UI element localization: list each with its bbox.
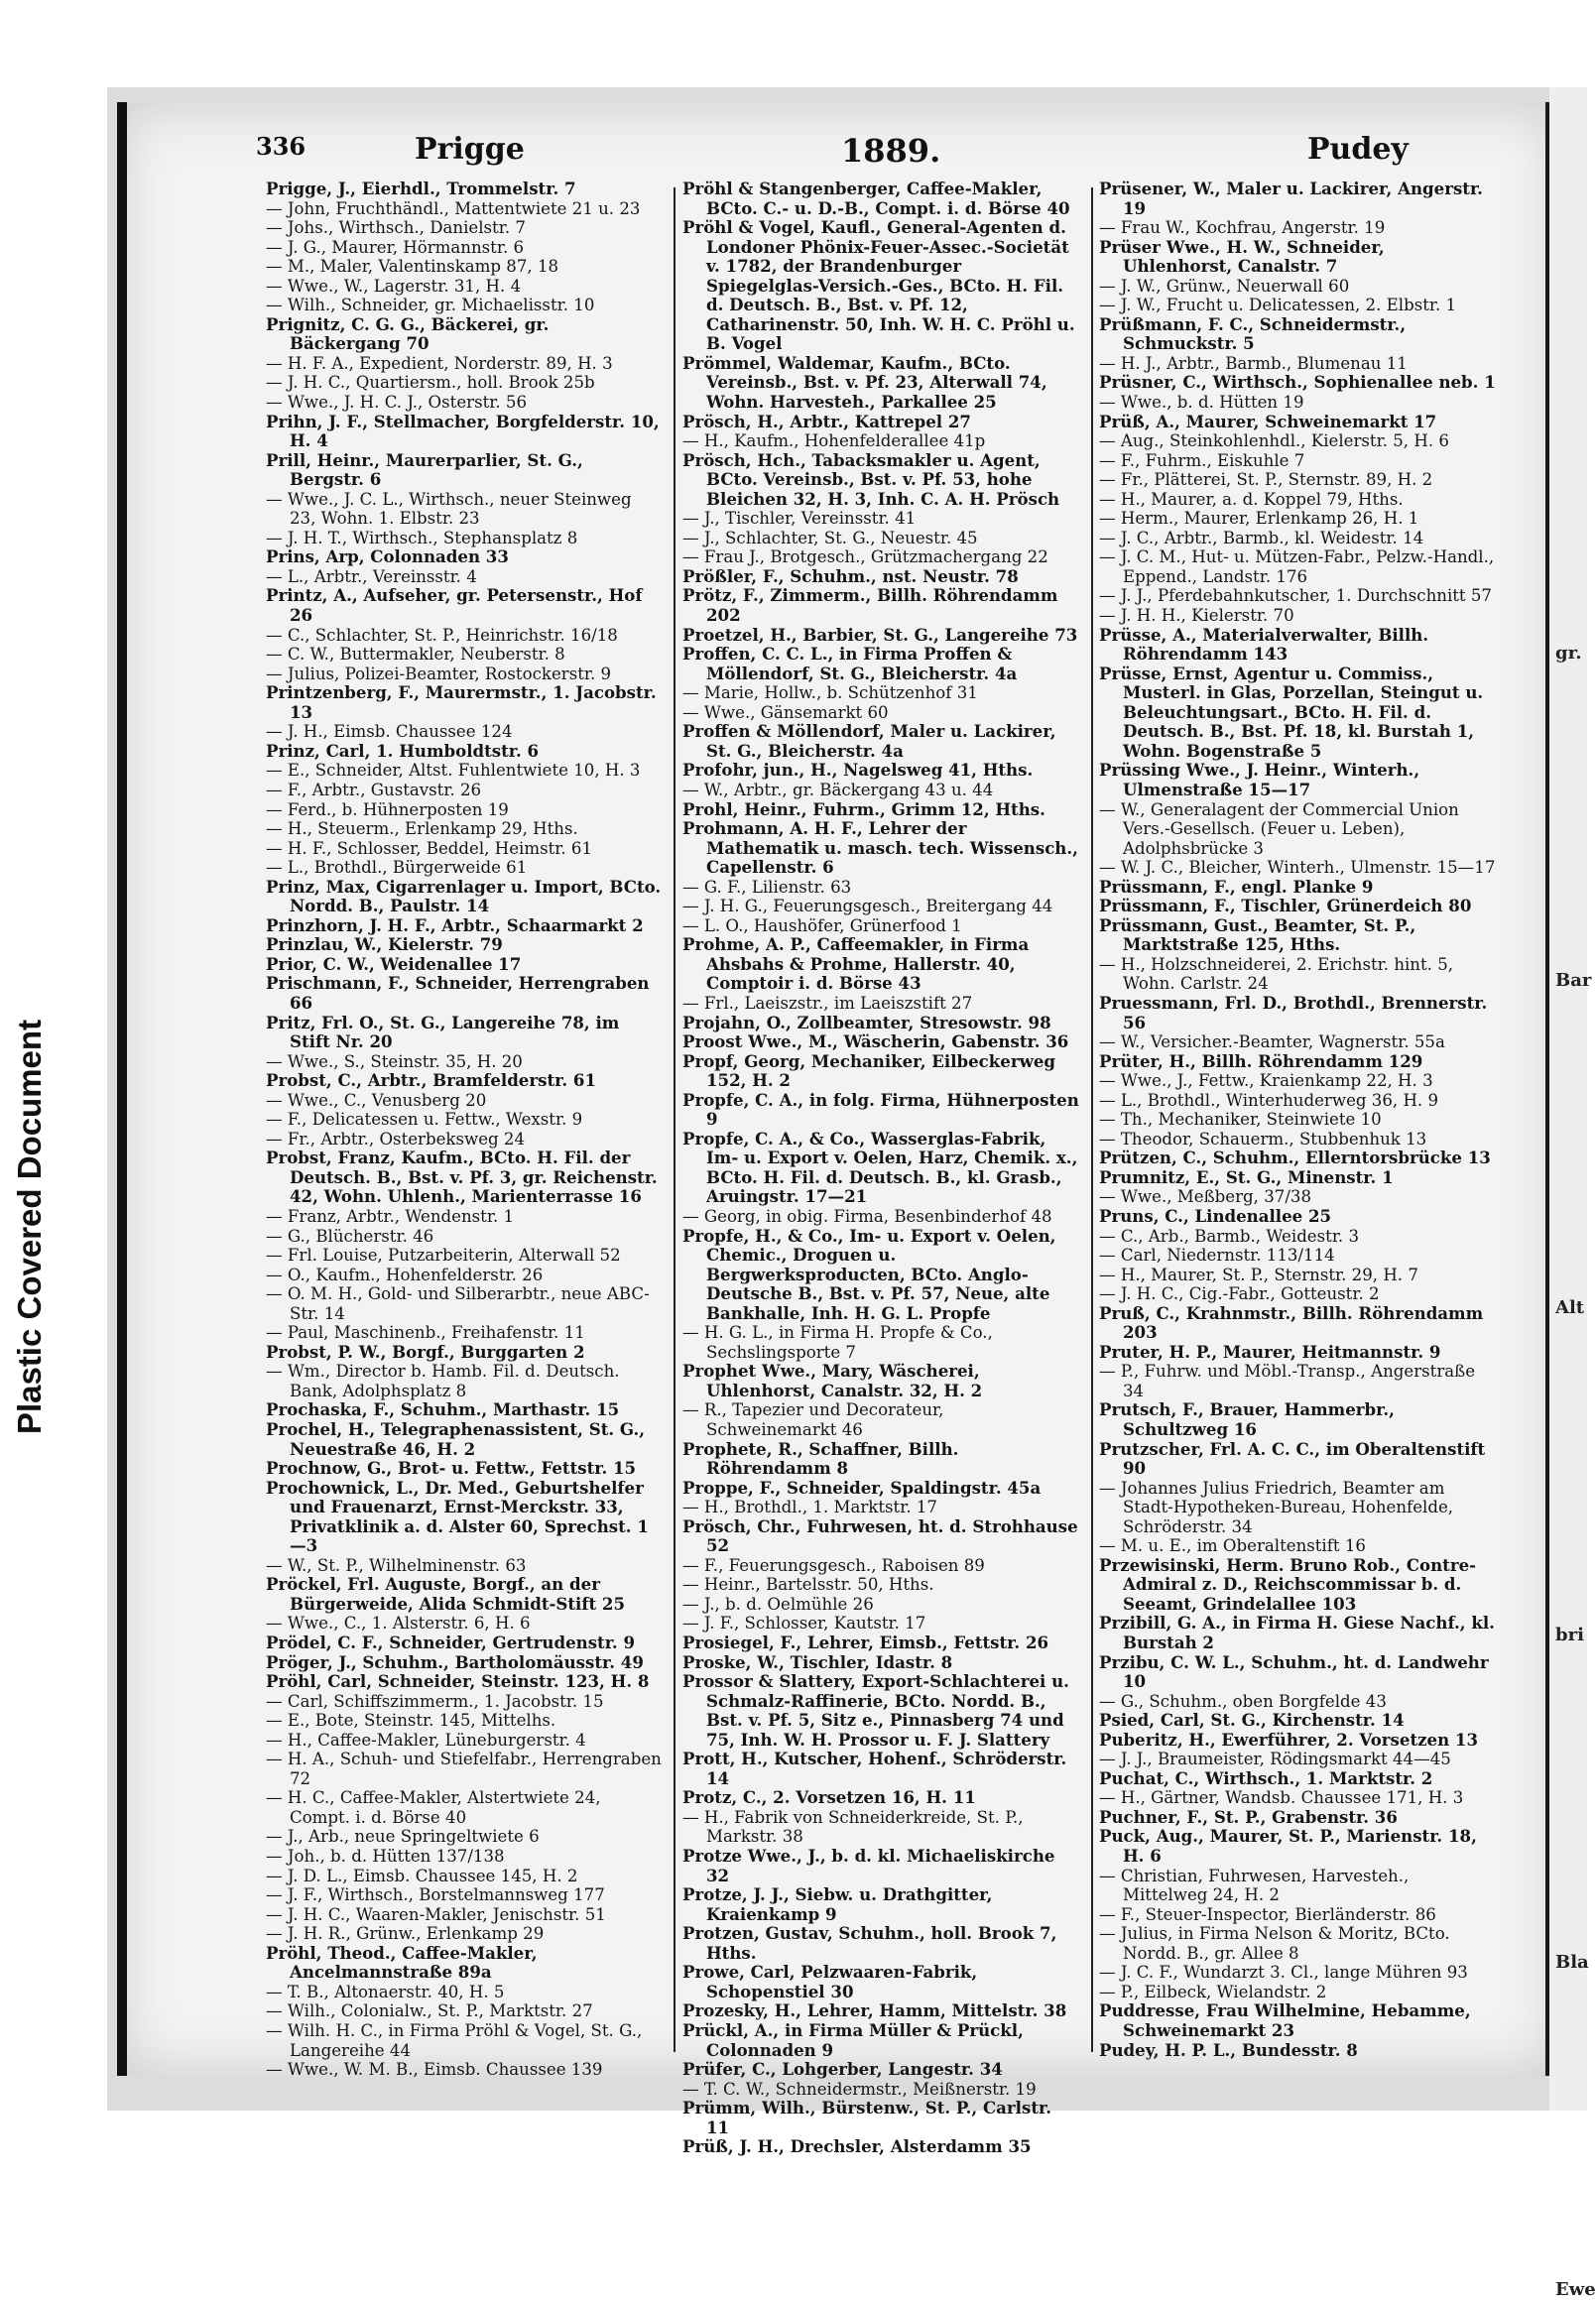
directory-entry: — Wwe., S., Steinstr. 35, H. 20 (266, 1051, 523, 1071)
header-left-keyword: Prigge (415, 132, 525, 167)
directory-entry: — H., Holzschneiderei, 2. Erichstr. hint. 5, Wohn. Carlstr. 24 (1099, 954, 1459, 994)
directory-entry: Protze Wwe., J., b. d. kl. Michaeliskirche 32 (682, 1846, 1061, 1885)
directory-entry: Puck, Aug., Maurer, St. P., Marienstr. 18, H. 6 (1099, 1826, 1483, 1867)
directory-entry: — F., Fuhrm., Eiskuhle 7 (1099, 450, 1305, 470)
directory-entry: Prohmann, A. H. F., Lehrer der Mathematik u. masch. tech. Wissensch., Capellenstr. 6 (682, 818, 1084, 878)
directory-entry: — H. F., Schlosser, Beddel, Heimstr. 61 (266, 838, 593, 858)
directory-entry: — W. J. C., Bleicher, Winterh., Ulmenstr. 15—17 (1099, 858, 1496, 878)
directory-entry: Pröhl, Theod., Caffee-Makler, Ancelmannstraße 89a (266, 1942, 544, 1983)
directory-entry: — Julius, in Firma Nelson & Moritz, BCto. Nordd. B., gr. Allee 8 (1099, 1924, 1455, 1963)
directory-entry: Prihn, J. F., Stellmacher, Borgfelderstr. 10, H. 4 (266, 411, 666, 451)
directory-entry: Prümm, Wilh., Bürstenw., St. P., Carlstr. 11 (682, 2098, 1057, 2137)
directory-entry: Prumnitz, E., St. G., Minenstr. 1 (1099, 1166, 1394, 1187)
directory-entry: Prösch, Chr., Fuhrwesen, ht. d. Strohhause 52 (682, 1515, 1084, 1556)
directory-entry: Protze, J. J., Siebw. u. Drathgitter, Kraienkamp 9 (682, 1884, 999, 1924)
directory-entry: — J. D. L., Eimsb. Chaussee 145, H. 2 (266, 1866, 578, 1885)
directory-entry: Przewisinski, Herm. Bruno Rob., Contre-Admiral z. D., Reichscommissar b. d. Seeamt, Grindelallee 103 (1099, 1554, 1477, 1614)
directory-entry: — J. H., Eimsb. Chaussee 124 (266, 722, 513, 742)
directory-entry: — F., Arbtr., Gustavstr. 26 (266, 780, 482, 799)
directory-entry: — J. H. G., Feuerungsgesch., Breitergang 44 (682, 897, 1053, 916)
directory-entry: — H., Steuerm., Erlenkamp 29, Hths. (266, 819, 578, 839)
directory-entry: — Th., Mechaniker, Steinwiete 10 (1099, 1110, 1382, 1130)
side-label: Plastic Covered Document (11, 1019, 48, 1435)
directory-entry: — Wilh. H. C., in Firma Pröhl & Vogel, St. G., Langereihe 44 (266, 2020, 648, 2060)
directory-entry: Printzenberg, F., Maurermstr., 1. Jacobstr. 13 (266, 682, 663, 722)
directory-entry: — J., b. d. Oelmühle 26 (682, 1594, 874, 1614)
directory-entry: Pruns, C., Lindenallee 25 (1099, 1205, 1332, 1226)
directory-entry: Printz, A., Aufseher, gr. Petersenstr., Hof 26 (266, 585, 649, 626)
directory-entry: — J. J., Pferdebahnkutscher, 1. Durchschnitt 57 (1099, 586, 1492, 606)
scanned-page-viewport (107, 87, 1596, 2300)
directory-entry: — F., Feuerungsgesch., Raboisen 89 (682, 1555, 985, 1575)
directory-entry: — G. F., Lilienstr. 63 (682, 877, 852, 897)
directory-entry: Pruß, C., Krahnmstr., Billh. Röhrendamm 203 (1099, 1302, 1489, 1343)
directory-entry: — L., Brothdl., Winterhuderweg 36, H. 9 (1099, 1090, 1439, 1110)
directory-entry: — Wwe., W., Lagerstr. 31, H. 4 (266, 276, 522, 296)
directory-entry: Prösch, Hch., Tabacksmakler u. Agent, BCto. Vereinsb., Bst. v. Pf. 53, hohe Bleichen 32, H. 3, Inh. C. A. H. Prösch (682, 449, 1060, 509)
directory-entry: — C., Arb., Barmb., Weidestr. 3 (1099, 1226, 1360, 1246)
directory-entry: — G., Blücherstr. 46 (266, 1226, 434, 1246)
directory-entry: Prowe, Carl, Pelzwaaren-Fabrik, Schopenstiel 30 (682, 1962, 983, 2001)
next-page-fragment: Bar (1555, 970, 1592, 991)
directory-entry: — M., Maler, Valentinskamp 87, 18 (266, 257, 559, 277)
directory-entry: — Wwe., Meßberg, 37/38 (1099, 1187, 1312, 1207)
directory-entry: Puchner, F., St. P., Grabenstr. 36 (1099, 1806, 1398, 1827)
directory-entry: Projahn, O., Zollbeamter, Stresowstr. 98 (682, 1012, 1051, 1032)
next-page-fragment: bri (1555, 1625, 1584, 1645)
directory-entry: Prosiegel, F., Lehrer, Eimsb., Fettstr. 26 (682, 1633, 1049, 1653)
directory-entry: — J. C. M., Hut- u. Mützen-Fabr., Pelzw.-Handl., Eppend., Landstr. 176 (1099, 547, 1500, 586)
directory-entry: Prophete, R., Schaffner, Billh. Röhrendamm 8 (682, 1438, 965, 1479)
directory-entry: — W., Versicher.-Beamter, Wagnerstr. 55a (1099, 1032, 1445, 1052)
directory-entry: Propfe, C. A., in folg. Firma, Hühnerposten 9 (682, 1089, 1085, 1130)
directory-entry: — J. H. H., Kielerstr. 70 (1099, 606, 1294, 626)
directory-entry: — H., Maurer, a. d. Koppel 79, Hths. (1099, 489, 1404, 509)
column-divider (1091, 187, 1093, 2052)
directory-entry: — F., Steuer-Inspector, Bierländerstr. 86 (1099, 1904, 1436, 1924)
page-header (117, 102, 1560, 182)
directory-entry: — Aug., Steinkohlenhdl., Kielerstr. 5, H. 6 (1099, 431, 1449, 451)
directory-entry: — J. W., Grünw., Neuerwall 60 (1099, 276, 1350, 296)
directory-entry: Pröhl, Carl, Schneider, Steinstr. 123, H. 8 (266, 1671, 650, 1692)
directory-entry: — E., Schneider, Altst. Fuhlentwiete 10, H. 3 (266, 761, 641, 781)
column-1 (266, 179, 668, 2080)
directory-entry: Prott, H., Kutscher, Hohenf., Schröderstr. 14 (682, 1749, 1073, 1788)
directory-entry: Prins, Arp, Colonnaden 33 (266, 546, 509, 567)
directory-entry: — J. H. C., Waaren-Makler, Jenischstr. 51 (266, 1904, 606, 1924)
directory-entry: — G., Schuhm., oben Borgfelde 43 (1099, 1691, 1387, 1711)
directory-entry: — Frl. Louise, Putzarbeiterin, Alterwall 52 (266, 1246, 621, 1266)
directory-entry: Prochel, H., Telegraphenassistent, St. G., Neuestraße 46, H. 2 (266, 1419, 651, 1459)
directory-entry: Pröhl & Vogel, Kaufl., General-Agenten d. Londoner Phönix-Feuer-Assec.-Societät v. 1782, der Brandenburger Spiegelglas-Versich.-Ges., BCto. H. Fil. d. Deutsch. B., Bst. v. Pf. 12, Catharinenstr. 50, Inh. W. H. C. Pröhl u. B. Vogel (682, 217, 1081, 354)
directory-entry: Propfe, C. A., & Co., Wasserglas-Fabrik, Im- u. Export v. Oelen, Harz, Chemik. x., BCto. H. Fil. d. Deutsch. B., kl. Grasb., Aruingstr. 17—21 (682, 1128, 1084, 1207)
directory-entry: Prochaska, F., Schuhm., Marthastr. 15 (266, 1399, 620, 1420)
directory-entry: Puddresse, Frau Wilhelmine, Hebamme, Schweinemarkt 23 (1099, 2000, 1477, 2040)
directory-entry: — Wwe., J. C. L., Wirthsch., neuer Steinweg 23, Wohn. 1. Elbstr. 23 (266, 489, 637, 529)
directory-entry: Prüssmann, Gust., Beamter, St. P., Marktstraße 125, Hths. (1099, 914, 1422, 955)
directory-entry: Prüß, J. H., Drechsler, Alsterdamm 35 (682, 2136, 1032, 2157)
directory-entry: — H., Fabrik von Schneiderkreide, St. P., Markstr. 38 (682, 1807, 1029, 1847)
directory-entry: Prüß, A., Maurer, Schweinemarkt 17 (1099, 411, 1437, 431)
directory-entry: Prüssmann, F., engl. Planke 9 (1099, 876, 1374, 897)
directory-entry: Prigge, J., Eierhdl., Trommelstr. 7 (266, 179, 576, 198)
directory-entry: — J. H. T., Wirthsch., Stephansplatz 8 (266, 528, 578, 547)
directory-entry: Prutsch, F., Brauer, Hammerbr., Schultzweg 16 (1099, 1399, 1401, 1439)
directory-entry: Pritz, Frl. O., St. G., Langereihe 78, im Stift Nr. 20 (266, 1012, 626, 1052)
directory-entry: — Wwe., Gänsemarkt 60 (682, 702, 889, 722)
directory-entry: Pröger, J., Schuhm., Bartholomäusstr. 49 (266, 1651, 644, 1672)
directory-entry: — John, Fruchthändl., Mattentwiete 21 u. 23 (266, 198, 641, 218)
directory-entry: Prozesky, H., Lehrer, Hamm, Mittelstr. 38 (682, 2000, 1067, 2021)
directory-entry: — R., Tapezier und Decorateur, Schweinemarkt 46 (682, 1400, 949, 1439)
directory-entry: — H. A., Schuh- und Stiefelfabr., Herrengraben 72 (266, 1750, 668, 1788)
directory-entry: Prüfer, C., Lohgerber, Langestr. 34 (682, 2059, 1003, 2080)
directory-entry: Proppe, F., Schneider, Spaldingstr. 45a (682, 1477, 1042, 1498)
directory-entry: Proffen, C. C. L., in Firma Proffen & Möllendorf, St. G., Bleicherstr. 4a (682, 644, 1019, 683)
directory-entry: Prignitz, C. G. G., Bäckerei, gr. Bäckergang 70 (266, 313, 555, 354)
directory-entry: — M. u. E., im Oberaltenstift 16 (1099, 1536, 1366, 1556)
directory-entry: — H., Caffee-Makler, Lüneburgerstr. 4 (266, 1730, 586, 1750)
directory-entry: — W., St. P., Wilhelminenstr. 63 (266, 1555, 527, 1575)
directory-entry: — J. H. C., Cig.-Fabr., Gotteustr. 2 (1099, 1284, 1380, 1304)
directory-entry: — T. C. W., Schneidermstr., Meißnerstr. 19 (682, 2079, 1037, 2099)
directory-entry: — Theodor, Schauerm., Stubbenhuk 13 (1099, 1129, 1427, 1149)
directory-entry: — Wilh., Colonialw., St. P., Marktstr. 27 (266, 2001, 593, 2021)
directory-entry: — J. W., Frucht u. Delicatessen, 2. Elbstr. 1 (1099, 296, 1457, 315)
next-page-fragment: gr. (1555, 643, 1582, 664)
directory-entry: Prüsener, W., Maler u. Lackirer, Angerstr. 19 (1099, 179, 1489, 218)
directory-entry: Prösch, H., Arbtr., Kattrepel 27 (682, 411, 971, 431)
directory-entry: — J. F., Schlosser, Kautstr. 17 (682, 1614, 926, 1634)
directory-entry: — Wwe., J. H. C. J., Osterstr. 56 (266, 393, 528, 413)
column-3 (1099, 179, 1501, 2060)
directory-entry: — H. C., Caffee-Makler, Alstertwiete 24, Compt. i. d. Börse 40 (266, 1788, 606, 1827)
directory-entry: — Ferd., b. Hühnerposten 19 (266, 799, 509, 819)
directory-entry: Proost Wwe., M., Wäscherin, Gabenstr. 36 (682, 1031, 1069, 1052)
directory-entry: — H., Kaufm., Hohenfelderallee 41p (682, 431, 986, 451)
directory-entry: Prischmann, F., Schneider, Herrengraben 66 (266, 973, 656, 1013)
directory-entry: Przibu, C. W. L., Schuhm., ht. d. Landwehr 10 (1099, 1651, 1495, 1692)
directory-entry: — J. H. R., Grünw., Erlenkamp 29 (266, 1924, 545, 1944)
directory-entry: Propf, Georg, Mechaniker, Eilbeckerweg 152, H. 2 (682, 1050, 1061, 1091)
header-right-keyword: Pudey (1307, 132, 1409, 167)
directory-entry: — Paul, Maschinenb., Freihafenstr. 11 (266, 1323, 585, 1343)
directory-entry: Przibill, G. A., in Firma H. Giese Nachf., kl. Burstah 2 (1099, 1613, 1501, 1653)
directory-entry: Prohme, A. P., Caffeemakler, in Firma Ahsbahs & Prohme, Hallerstr. 40, Comptoir i. d. Börse 43 (682, 934, 1036, 994)
directory-entry: — Carl, Niedernstr. 113/114 (1099, 1246, 1335, 1266)
directory-entry: Probst, C., Arbtr., Bramfelderstr. 61 (266, 1070, 596, 1091)
directory-entry: — Fr., Arbtr., Osterbeksweg 24 (266, 1129, 526, 1149)
directory-entry: — O., Kaufm., Hohenfelderstr. 26 (266, 1265, 544, 1284)
directory-entry: — Joh., b. d. Hütten 137/138 (266, 1847, 505, 1867)
next-page-fragment: Alt (1555, 1297, 1585, 1318)
directory-entry: Prophet Wwe., Mary, Wäscherei, Uhlenhorst, Canalstr. 32, H. 2 (682, 1361, 986, 1400)
directory-entry: Prohl, Heinr., Fuhrm., Grimm 12, Hths. (682, 798, 1045, 819)
directory-page (117, 102, 1560, 2157)
directory-entry: Pruter, H. P., Maurer, Heitmannstr. 9 (1099, 1341, 1441, 1362)
directory-entry: Prochownick, L., Dr. Med., Geburtshelfer und Frauenarzt, Ernst-Merckstr. 33, Privatklinik a. d. Alster 60, Sprechst. 1—3 (266, 1477, 650, 1556)
directory-entry: Prückl, A., in Firma Müller & Prückl, Colonnaden 9 (682, 2019, 1030, 2060)
directory-entry: — H. F. A., Expedient, Norderstr. 89, H. 3 (266, 353, 613, 373)
directory-entry: — J., Arb., neue Springeltwiete 6 (266, 1827, 540, 1847)
column-divider (674, 187, 675, 2052)
directory-entry: — Frau W., Kochfrau, Angerstr. 19 (1099, 218, 1386, 238)
directory-entry: — P., Fuhrw. und Möbl.-Transp., Angerstraße 34 (1099, 1362, 1481, 1400)
directory-entry: — Wilh., Schneider, gr. Michaelisstr. 10 (266, 296, 595, 315)
directory-entry: Prochnow, G., Brot- u. Fettw., Fettstr. 15 (266, 1458, 637, 1479)
directory-entry: Prüßmann, F. C., Schneidermstr., Schmuckstr. 5 (1099, 313, 1412, 354)
directory-entry: — H. G. L., in Firma H. Propfe & Co., Sechslingsporte 7 (682, 1323, 999, 1362)
directory-entry: Probst, Franz, Kaufm., BCto. H. Fil. der Deutsch. B., Bst. v. Pf. 3, gr. Reichenstr. 42, Wohn. Uhlenh., Marienterrasse 16 (266, 1148, 664, 1207)
directory-entry: — Fr., Plätterei, St. P., Sternstr. 89, H. 2 (1099, 470, 1433, 490)
directory-entry: Protz, C., 2. Vorsetzen 16, H. 11 (682, 1787, 976, 1808)
directory-entry: — J. F., Wirthsch., Borstelmannsweg 177 (266, 1885, 605, 1905)
directory-entry: Prüter, H., Billh. Röhrendamm 129 (1099, 1050, 1423, 1071)
directory-entry: — Franz, Arbtr., Wendenstr. 1 (266, 1206, 515, 1226)
directory-entry: — Georg, in obig. Firma, Besenbinderhof 48 (682, 1206, 1052, 1226)
directory-entry: Prüsner, C., Wirthsch., Sophienallee neb. 1 (1099, 372, 1496, 393)
directory-entry: — J. J., Braumeister, Rödingsmarkt 44—45 (1099, 1750, 1451, 1769)
directory-entry: — H., Brothdl., 1. Marktstr. 17 (682, 1498, 937, 1517)
directory-entry: — Herm., Maurer, Erlenkamp 26, H. 1 (1099, 509, 1419, 529)
directory-entry: Prinz, Max, Cigarrenlager u. Import, BCto. Nordd. B., Paulstr. 14 (266, 876, 667, 916)
directory-entry: Prößler, F., Schuhm., nst. Neustr. 78 (682, 565, 1019, 586)
column-2 (682, 179, 1085, 2157)
directory-entry: — Wwe., J., Fettw., Kraienkamp 22, H. 3 (1099, 1071, 1433, 1091)
directory-entry: — H. J., Arbtr., Barmb., Blumenau 11 (1099, 353, 1408, 373)
directory-entry: — Frl., Laeiszstr., im Laeiszstift 27 (682, 993, 973, 1013)
directory-entry: Psied, Carl, St. G., Kirchenstr. 14 (1099, 1710, 1405, 1731)
directory-entry: — Johannes Julius Friedrich, Beamter am Stadt-Hypotheken-Bureau, Hohenfelde, Schröderstr. 34 (1099, 1478, 1459, 1536)
directory-entry: Prüsse, A., Materialverwalter, Billh. Röhrendamm 143 (1099, 624, 1434, 665)
directory-entry: Puberitz, H., Ewerführer, 2. Vorsetzen 13 (1099, 1729, 1479, 1750)
page-number: 336 (256, 132, 307, 161)
next-page-fragment: Ewe (1555, 2279, 1596, 2300)
directory-entry: Prior, C. W., Weidenallee 17 (266, 953, 522, 974)
directory-entry: Pröckel, Frl. Auguste, Borgf., an der Bürgerweide, Alida Schmidt-Stift 25 (266, 1574, 626, 1614)
directory-entry: — O. M. H., Gold- und Silberarbtr., neue ABC-Str. 14 (266, 1284, 650, 1323)
directory-entry: Pröhl & Stangenberger, Caffee-Makler, BCto. C.- u. D.-B., Compt. i. d. Börse 40 (682, 179, 1070, 218)
directory-entry: — C., Schlachter, St. P., Heinrichstr. 16/18 (266, 625, 618, 645)
directory-entry: — Julius, Polizei-Beamter, Rostockerstr. 9 (266, 664, 612, 683)
directory-entry: — J., Tischler, Vereinsstr. 41 (682, 509, 917, 529)
directory-entry: — Wwe., C., 1. Alsterstr. 6, H. 6 (266, 1614, 531, 1634)
directory-entry: — L., Brothdl., Bürgerweide 61 (266, 858, 528, 878)
directory-entry: Pudey, H. P. L., Bundesstr. 8 (1099, 2039, 1358, 2060)
directory-entry: — F., Delicatessen u. Fettw., Wexstr. 9 (266, 1110, 583, 1130)
page-left-edge (117, 102, 127, 2076)
directory-entry: — J. C., Arbtr., Barmb., kl. Weidestr. 14 (1099, 528, 1424, 547)
directory-entry: — Johs., Wirthsch., Danielstr. 7 (266, 218, 526, 238)
directory-entry: Propfe, H., & Co., Im- u. Export v. Oelen, Chemic., Droguen u. Bergwerksproducten, BCto. Anglo-Deutsche B., Bst. v. Pf. 57, Neue, alte Bankhalle, Inh. H. G. L. Propfe (682, 1225, 1062, 1323)
directory-entry: Pruessmann, Frl. D., Brothdl., Brennerstr. 56 (1099, 992, 1494, 1032)
directory-entry: Proetzel, H., Barbier, St. G., Langereihe 73 (682, 624, 1078, 645)
header-year: 1889. (841, 132, 941, 170)
directory-entry: Prüssing Wwe., J. Heinr., Winterh., Ulmenstraße 15—17 (1099, 760, 1425, 799)
directory-entry: — P., Eilbeck, Wielandstr. 2 (1099, 1982, 1327, 2001)
directory-entry: — Wm., Director b. Hamb. Fil. d. Deutsch. Bank, Adolphsplatz 8 (266, 1362, 625, 1400)
directory-entry: — E., Bote, Steinstr. 145, Mittelhs. (266, 1711, 556, 1731)
directory-entry: Prüser Wwe., H. W., Schneider, Uhlenhorst, Canalstr. 7 (1099, 236, 1391, 277)
directory-entry: Puchat, C., Wirthsch., 1. Marktstr. 2 (1099, 1767, 1433, 1788)
directory-entry: Prill, Heinr., Maurerparlier, St. G., Bergstr. 6 (266, 449, 589, 490)
directory-entry: — T. B., Altonaerstr. 40, H. 5 (266, 1982, 505, 2001)
directory-entry: — Wwe., b. d. Hütten 19 (1099, 393, 1304, 413)
directory-entry: Prutzscher, Frl. A. C. C., im Oberaltenstift 90 (1099, 1438, 1491, 1479)
directory-entry: — H., Maurer, St. P., Sternstr. 29, H. 7 (1099, 1265, 1418, 1284)
directory-entry: — Marie, Hollw., b. Schützenhof 31 (682, 683, 978, 703)
directory-entry: — W., Generalagent der Commercial Union Vers.-Gesellsch. (Feuer u. Leben), Adolphsbrücke 3 (1099, 799, 1465, 858)
directory-entry: — H., Gärtner, Wandsb. Chaussee 171, H. 3 (1099, 1788, 1464, 1808)
directory-entry: — W., Arbtr., gr. Bäckergang 43 u. 44 (682, 780, 994, 799)
directory-entry: Prüssmann, F., Tischler, Grünerdeich 80 (1099, 896, 1472, 916)
directory-entry: — J. G., Maurer, Hörmannstr. 6 (266, 237, 525, 257)
directory-entry: Prömmel, Waldemar, Kaufm., BCto. Vereinsb., Bst. v. Pf. 23, Alterwall 74, Wohn. Harvesteh., Parkallee 25 (682, 352, 1053, 413)
directory-entry: — J., Schlachter, St. G., Neuestr. 45 (682, 528, 978, 547)
directory-entry: — Frau J., Brotgesch., Grützmachergang 22 (682, 547, 1048, 567)
directory-entry: — Christian, Fuhrwesen, Harvesteh., Mittelweg 24, H. 2 (1099, 1866, 1414, 1905)
directory-entry: — J. C. F., Wundarzt 3. Cl., lange Mühren 93 (1099, 1963, 1468, 1983)
directory-entry: Protzen, Gustav, Schuhm., holl. Brook 7, Hths. (682, 1923, 1063, 1963)
next-page-fragment: Bla (1555, 1952, 1589, 1973)
directory-entry: Profohr, jun., H., Nagelsweg 41, Hths. (682, 760, 1034, 781)
directory-entry: — C. W., Buttermakler, Neuberstr. 8 (266, 645, 565, 665)
directory-entry: — L. O., Haushöfer, Grünerfood 1 (682, 915, 962, 935)
directory-entry: Prossor & Slattery, Export-Schlachterei u. Schmalz-Raffinerie, BCto. Nordd. B., Bst. v. Pf. 5, Sitz e., Pinnasberg 74 und 75, Inh. W. H. Prossor u. F. J. Slattery (682, 1671, 1075, 1750)
directory-entry: Prödel, C. F., Schneider, Gertrudenstr. 9 (266, 1633, 636, 1653)
directory-entry: — Heinr., Bartelsstr. 50, Hths. (682, 1575, 934, 1595)
directory-entry: Prinzlau, W., Kielerstr. 79 (266, 934, 503, 955)
directory-entry: Proffen & Möllendorf, Maler u. Lackirer, St. G., Bleicherstr. 4a (682, 721, 1062, 761)
directory-entry: Prinzhorn, J. H. F., Arbtr., Schaarmarkt 2 (266, 914, 644, 935)
next-page-edge (1549, 87, 1596, 2300)
directory-entry: Probst, P. W., Borgf., Burggarten 2 (266, 1341, 585, 1362)
directory-entry: — Wwe., W. M. B., Eimsb. Chaussee 139 (266, 2060, 603, 2080)
directory-entry: Prützen, C., Schuhm., Ellerntorsbrücke 13 (1099, 1148, 1491, 1168)
directory-entry: Prötz, F., Zimmerm., Billh. Röhrendamm 202 (682, 585, 1064, 626)
directory-entry: — Carl, Schiffszimmerm., 1. Jacobstr. 15 (266, 1691, 604, 1711)
directory-entry: Proske, W., Tischler, Idastr. 8 (682, 1651, 953, 1672)
directory-entry: Prüsse, Ernst, Agentur u. Commiss., Musterl. in Glas, Porzellan, Steingut u. Beleuchtungsart., BCto. H. Fil. d. Deutsch. B., Bst. Pf. 18, kl. Burstah 1, Wohn. Bogenstraße 5 (1099, 663, 1489, 761)
directory-entry: — J. H. C., Quartiersm., holl. Brook 25b (266, 373, 595, 393)
directory-entry: — L., Arbtr., Vereinsstr. 4 (266, 566, 477, 586)
directory-entry: Prinz, Carl, 1. Humboldtstr. 6 (266, 740, 540, 761)
directory-entry: — Wwe., C., Venusberg 20 (266, 1090, 487, 1110)
